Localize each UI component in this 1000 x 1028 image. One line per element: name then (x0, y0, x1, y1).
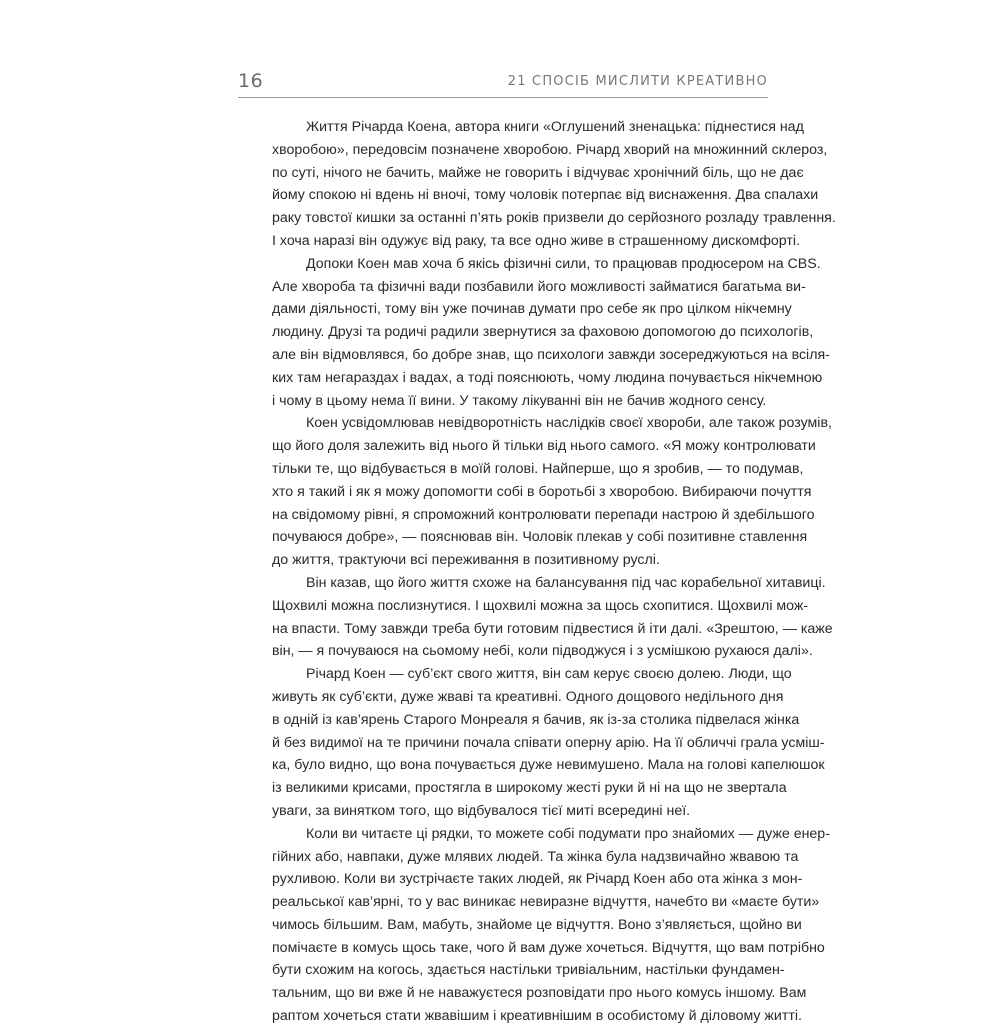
text-line: І хоча наразі він одужує від раку, та все одно живе в страшенному дискомфорті. (272, 232, 800, 249)
text-line: хворобою», передовсім позначене хворобою. Річард хворий на множинний склероз, (272, 141, 828, 158)
text-line: хто я такий і як я можу допомогти собі в боротьбі з хворобою. Вибираючи почуття (272, 483, 812, 500)
text-line: бути схожим на когось, здається настільки тривіальним, настільки фундамен- (272, 962, 785, 979)
text-line: на впасти. Тому завжди треба бути готовим підвестися й іти далі. «Зрештою, — каже (272, 620, 833, 637)
text-line: тільки те, що відбувається в моїй голові. Найперше, що я зробив, — то подумав, (272, 460, 804, 477)
paragraph (238, 823, 830, 1028)
text-line: Коен усвідомлював невідворотність наслідків своєї хвороби, але також розумів, (306, 415, 832, 432)
paragraph (238, 412, 832, 572)
text-line: що його доля залежить від нього й тільки від нього самого. «Я можу контролювати (272, 438, 816, 455)
text-line: в одній із кав’ярень Старого Монреаля я бачив, як із-за столика підвелася жінка (272, 711, 800, 728)
text-line: живуть як суб’єкти, дуже жваві та креативні. Одного дощового недільного дня (272, 688, 784, 705)
text-line: й без видимої на те причини почала співати оперну арію. На її обличчі грала усміш- (272, 734, 825, 751)
text-line: Щохвилі можна послизнутися. І щохвилі можна за щось схопитися. Щохвилі мож- (272, 597, 809, 614)
text-line: рухливою. Коли ви зустрічаєте таких людей, як Річард Коен або ота жінка з мон- (272, 871, 803, 888)
page-header (238, 70, 768, 100)
text-line: Життя Річарда Коена, автора книги «Оглушений зненацька: піднестися над (306, 119, 804, 135)
paragraph (238, 663, 825, 823)
text-line: уваги, за винятком того, що відбувалося тієї миті всередині неї. (272, 802, 691, 819)
text-line: Але хвороба та фізичні вади позбавили його можливості займатися багатьма ви- (272, 278, 806, 295)
text-line: Допоки Коен мав хоча б якісь фізичні сили, то працював продюсером на CBS. (306, 255, 821, 272)
text-line: чимось більшим. Вам, мабуть, знайоме це відчуття. Воно з’являється, щойно ви (272, 916, 802, 933)
text-line: гійних або, навпаки, дуже млявих людей. Та жінка була надзвичайно жвавою та (272, 848, 799, 865)
paragraph (238, 572, 833, 663)
text-line: раптом хочеться стати жвавішим і креативнішим в особистому й діловому житті. (272, 1008, 802, 1025)
text-line: реальської кав’ярні, то у вас виникає невиразне відчуття, начебто ви «маєте бути» (272, 894, 820, 911)
text-line: дами діяльності, тому він уже починав думати про себе як про цілком нікчемну (272, 301, 792, 318)
text-line: до життя, трактуючи всі переживання в позитивному руслі. (272, 552, 660, 569)
body-text (238, 116, 836, 1028)
text-line: по суті, нічого не бачить, майже не говорить і відчуває хронічний біль, що не дає (272, 164, 804, 181)
header-rule (238, 97, 768, 98)
text-line: Коли ви читаєте ці рядки, то можете собі подумати про знайомих — дуже енер- (306, 825, 830, 842)
text-line: помічаєте в комусь щось таке, чого й вам дуже хочеться. Відчуття, що вам потрібно (272, 939, 825, 956)
running-title: 21 СПОСІБ МИСЛИТИ КРЕАТИВНО (507, 74, 768, 89)
text-line: тальним, що ви вже й не наважуєтеся розповідати про нього комусь іншому. Вам (272, 985, 807, 1002)
paragraph (238, 253, 830, 413)
page-number: 16 (238, 70, 264, 92)
text-line: йому спокою ні вдень ні вночі, тому чоловік потерпає від виснаження. Два спалахи (272, 187, 819, 204)
text-line: ка, було видно, що вона почувається дуже невимушено. Мала на голові капелюшок (272, 757, 825, 774)
text-line: почуваюся добре», — пояснював він. Чоловік плекав у собі позитивне ставлення (272, 529, 808, 546)
text-line: ких там негараздах і вадах, а тоді пояснюють, чому людина почувається нікчемною (272, 369, 823, 386)
text-line: людину. Друзі та родичі радили звернутися за фаховою допомогою до психологів, (272, 324, 814, 341)
text-line: раку товстої кишки за останні п’ять років призвели до серйозного розладу травлення. (272, 210, 836, 227)
text-line: на свідомому рівні, я спроможний контролювати перепади настрою й здебільшого (272, 506, 815, 523)
text-line: він, — я почуваюся на сьомому небі, коли підводжуся і з усмішкою рухаюся далі». (272, 643, 813, 660)
paragraph (238, 116, 836, 253)
text-line: Він казав, що його життя схоже на балансування під час корабельної хитавиці. (306, 574, 826, 591)
text-line: із великими крисами, простягла в широкому жесті руки й ні на що не звертала (272, 780, 787, 797)
text-line: Річард Коен — суб’єкт свого життя, він сам керує своєю долею. Люди, що (306, 666, 792, 683)
text-line: і чому в цьому нема її вини. У такому лікуванні він не бачив жодного сенсу. (272, 392, 767, 409)
text-line: але він відмовлявся, бо добре знав, що психологи завжди зосереджуються на всіля- (272, 346, 830, 363)
